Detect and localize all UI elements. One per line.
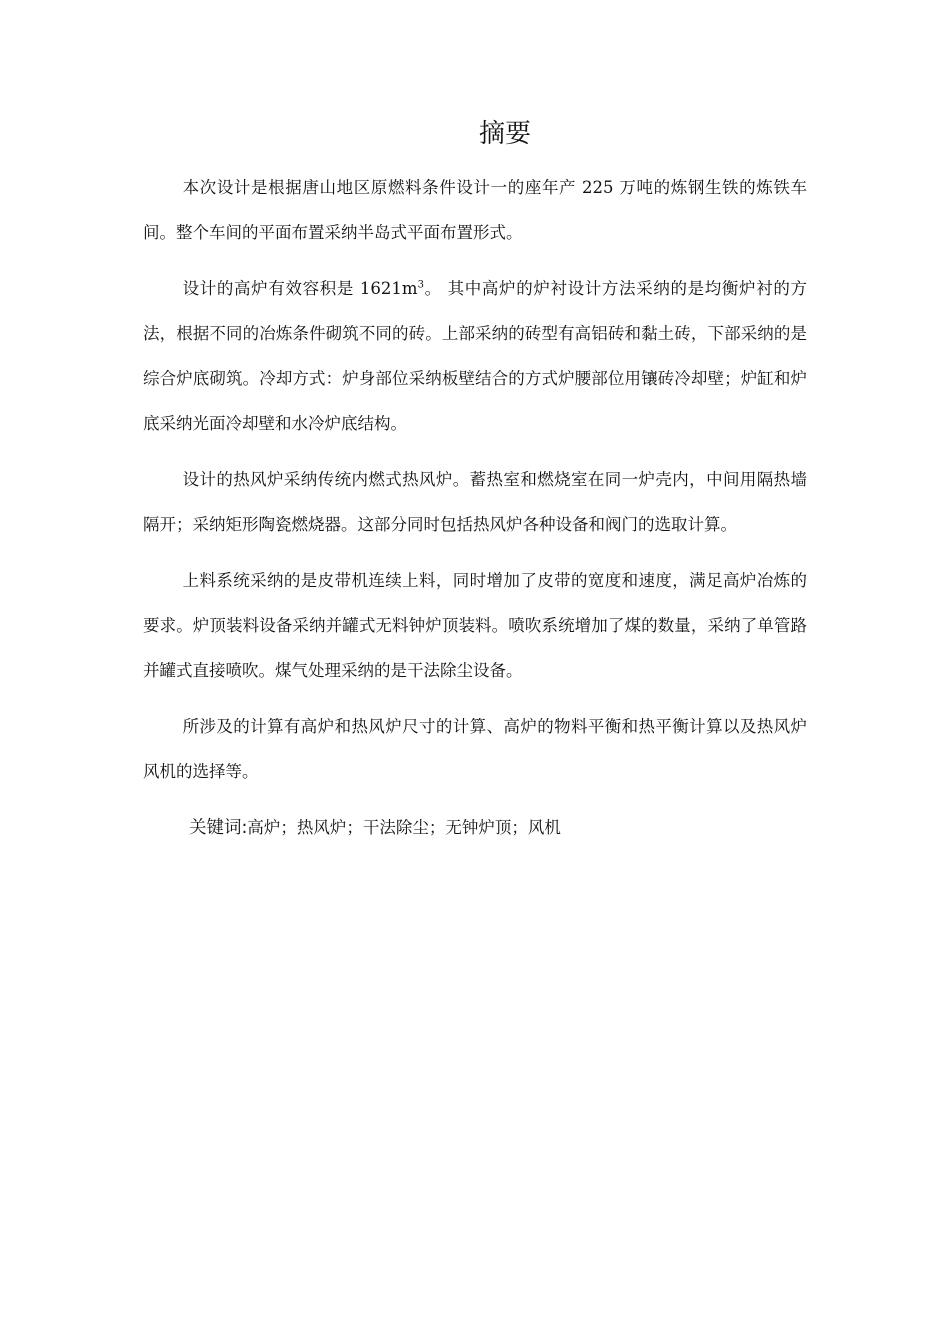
paragraph-2 [143,266,807,446]
paragraph-1: 本次设计是根据唐山地区原燃料条件设计一的座年产 225 万吨的炼钢生铁的炼铁车间。整个车间的平面布置采纳半岛式平面布置形式。 [143,178,807,242]
keywords-value: 高炉；热风炉；干法除尘；无钟炉顶；风机 [247,818,561,837]
paragraph-3: 设计的热风炉采纳传统内燃式热风炉。蓄热室和燃烧室在同一炉壳内，中间用隔热墙隔开；采纳矩形陶瓷燃烧器。这部分同时包括热风炉各种设备和阀门的选取计算。 [143,470,807,534]
cubic-superscript: 3 [417,279,424,291]
paragraph-2-start: 设计的高炉有效容积是 1621m [182,279,418,298]
page-title: 摘要 [478,119,531,149]
abstract-body [143,165,807,851]
keywords-line [143,805,807,851]
keywords-label: 关键词: [189,818,248,838]
paragraph-2-rest: 。 其中高炉的炉衬设计方法采纳的是均衡炉衬的方法，根据不同的冶炼条件砌筑不同的砖。上部采纳的砖型有高铝砖和黏土砖，下部采纳的是综合炉底砌筑。冷却方式：炉身部位采纳板壁结合的方式炉腰部位用镶砖冷却壁；炉缸和炉底采纳光面冷却壁和水冷炉底结构。 [143,279,807,433]
paragraph-4: 上料系统采纳的是皮带机连续上料，同时增加了皮带的宽度和速度，满足高炉冶炼的要求。炉顶装料设备采纳并罐式无料钟炉顶装料。喷吹系统增加了煤的数量，采纳了单管路并罐式直接喷吹。煤气处理采纳的是干法除尘设备。 [143,571,807,680]
paragraph-5: 所涉及的计算有高炉和热风炉尺寸的计算、高炉的物料平衡和热平衡计算以及热风炉风机的选择等。 [143,717,807,781]
